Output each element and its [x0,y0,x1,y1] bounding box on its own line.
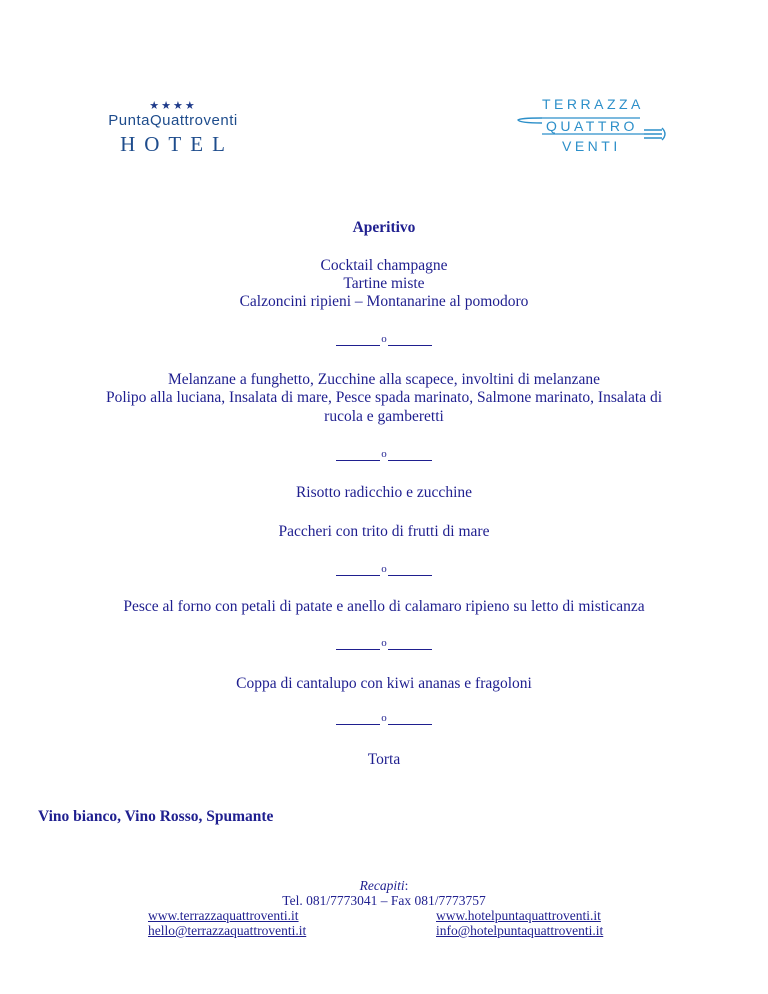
stars-icon: ★★★★ [149,99,197,112]
wine-list: Vino bianco, Vino Rosso, Spumante [38,808,274,825]
menu-item: Melanzane a funghetto, Zucchine alla scapece, involtini di melanzane [167,371,601,388]
menu-item: Polipo alla luciana, Insalata di mare, Pesce spada marinato, Salmone marinato, Insalata di [105,389,663,406]
menu-item: Pesce al forno con petali di patate e anello di calamaro ripieno su letto di misticanza [123,598,645,615]
separator: o [0,638,768,654]
website-link-hotel[interactable]: www.hotelpuntaquattroventi.it [436,908,601,923]
separator: o [0,564,768,580]
separator: o [0,449,768,465]
venti-word: VENTI [562,138,621,154]
hotel-subtitle: HOTEL [120,132,234,156]
menu-item: Tartine miste [343,275,425,292]
separator: o [0,713,768,729]
quattro-word: QUATTRO [546,118,638,134]
menu-item: Coppa di cantalupo con kiwi ananas e fragoloni [236,675,532,692]
aperitivo-title: Aperitivo [352,219,416,236]
menu-item: rucola e gamberetti [324,408,444,425]
menu-item: Cocktail champagne [320,257,448,274]
separator: o [0,334,768,350]
phone-fax: Tel. 081/7773041 – Fax 081/7773757 [282,893,486,908]
email-link-hotel[interactable]: info@hotelpuntaquattroventi.it [436,923,604,938]
contacts: Recapiti: Tel. 081/7773041 – Fax 081/7773757 www.terrazzaquattroventi.it www.hotelpuntaquattroventi.it hello@terrazzaquattroventi.it info@hotelpuntaquattroventi.it [0,878,768,938]
email-link-terrazza[interactable]: hello@terrazzaquattroventi.it [148,923,307,938]
menu-item: Paccheri con trito di frutti di mare [278,523,490,540]
website-link-terrazza[interactable]: www.terrazzaquattroventi.it [148,908,299,923]
terrazza-logo [512,94,672,160]
menu-item: Torta [367,751,401,768]
hotel-brand-name: PuntaQuattroventi [108,112,238,129]
hotel-logo [88,100,258,156]
contacts-label: Recapiti [359,878,405,893]
menu-item: Risotto radicchio e zucchine [295,484,473,501]
terrazza-word: TERRAZZA [542,96,644,112]
menu-item: Calzoncini ripieni – Montanarine al pomodoro [239,293,529,310]
